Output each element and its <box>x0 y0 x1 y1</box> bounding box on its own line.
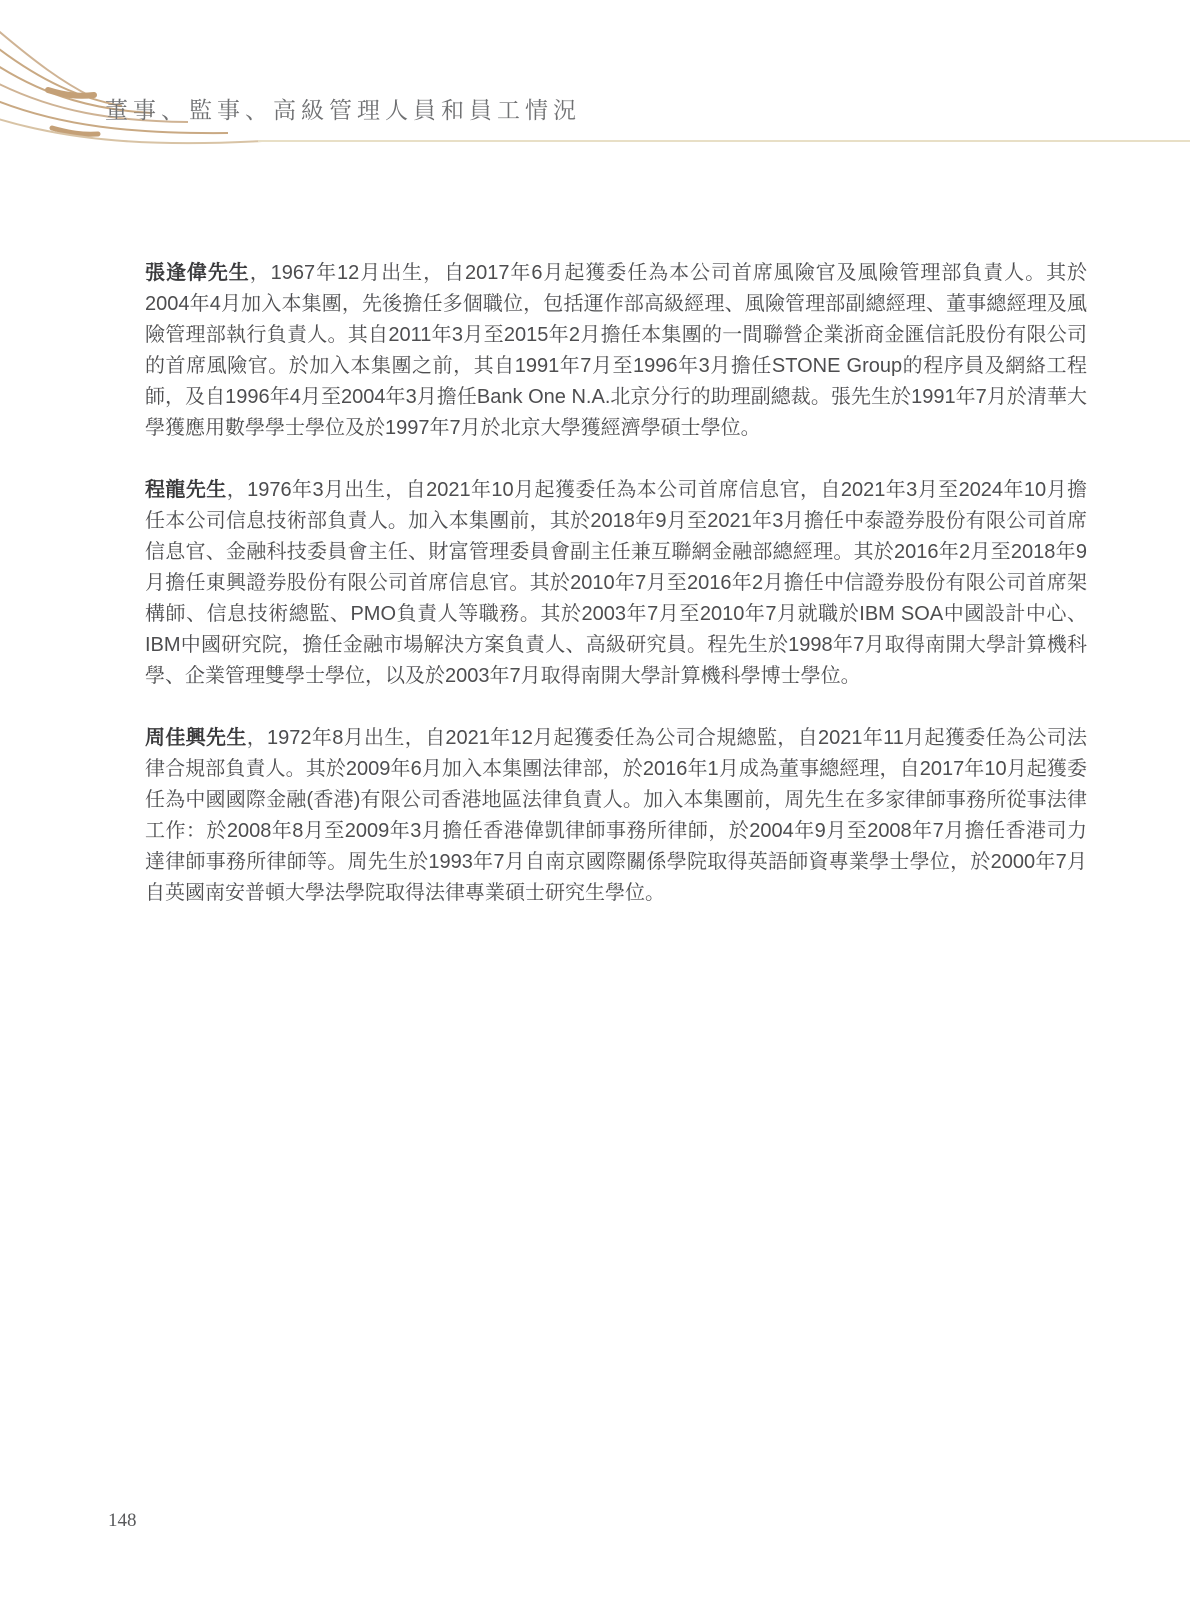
chapter-title: 董事、監事、高級管理人員和員工情況 <box>105 98 581 123</box>
biography-section <box>145 258 1087 940</box>
decorative-curves-graphic <box>0 0 310 175</box>
bio-text: ，1972年8月出生，自2021年12月起獲委任為公司合規總監，自2021年11月起獲委任為公司法律合規部負責人。其於2009年6月加入本集團法律部，於2016年1月成為董事總經理，自2017年10月起獲委任為中國國際金融(香港)有限公司香港地區法律負責人。加入本集團前，周先生在多家律師事務所從事法律工作：於2008年8月至2009年3月擔任香港偉凱律師事務所律師，於2004年9月至2008年7月擔任香港司力達律師事務所律師等。周先生於1993年7月自南京國際關係學院取得英語師資專業學士學位，於2000年7月自英國南安普頓大學法學院取得法律專業碩士研究生學位。 <box>145 727 1088 904</box>
bio-text: ，1976年3月出生，自2021年10月起獲委任為本公司首席信息官，自2021年3月至2024年10月擔任本公司信息技術部負責人。加入本集團前，其於2018年9月至2021年3月擔任中泰證券股份有限公司首席信息官、金融科技委員會主任、財富管理委員會副主任兼互聯網金融部總經理。其於2016年2月至2018年9月擔任東興證券股份有限公司首席信息官。其於2010年7月至2016年2月擔任中信證券股份有限公司首席架構師、信息技術總監、PMO負責人等職務。其於2003年7月至2010年7月就職於IBM SOA中國設計中心、IBM中國研究院，擔任金融市場解決方案負責人、高級研究員。程先生於1998年7月取得南開大學計算機科學、企業管理雙學士學位，以及於2003年7月取得南開大學計算機科學博士學位。 <box>145 479 1087 687</box>
bio-paragraph-zhou-jiaxing <box>145 723 1087 909</box>
header-divider-rule <box>258 140 1190 142</box>
bio-person-name: 張逢偉先生 <box>145 262 250 284</box>
bio-person-name: 程龍先生 <box>145 479 227 501</box>
page-number: 148 <box>108 1510 137 1531</box>
bio-text: ，1967年12月出生，自2017年6月起獲委任為本公司首席風險官及風險管理部負責人。其於2004年4月加入本集團，先後擔任多個職位，包括運作部高級經理、風險管理部副總經理、董事總經理及風險管理部執行負責人。其自2011年3月至2015年2月擔任本集團的一間聯營企業浙商金匯信託股份有限公司的首席風險官。於加入本集團之前，其自1991年7月至1996年3月擔任STONE Group的程序員及網絡工程師，及自1996年4月至2004年3月擔任Bank One N.A.北京分行的助理副總裁。張先生於1991年7月於清華大學獲應用數學學士學位及於1997年7月於北京大學獲經濟學碩士學位。 <box>145 262 1088 439</box>
bio-person-name: 周佳興先生 <box>145 727 247 749</box>
bio-paragraph-cheng-long <box>145 475 1087 692</box>
bio-paragraph-zhang-fengwei <box>145 258 1087 444</box>
